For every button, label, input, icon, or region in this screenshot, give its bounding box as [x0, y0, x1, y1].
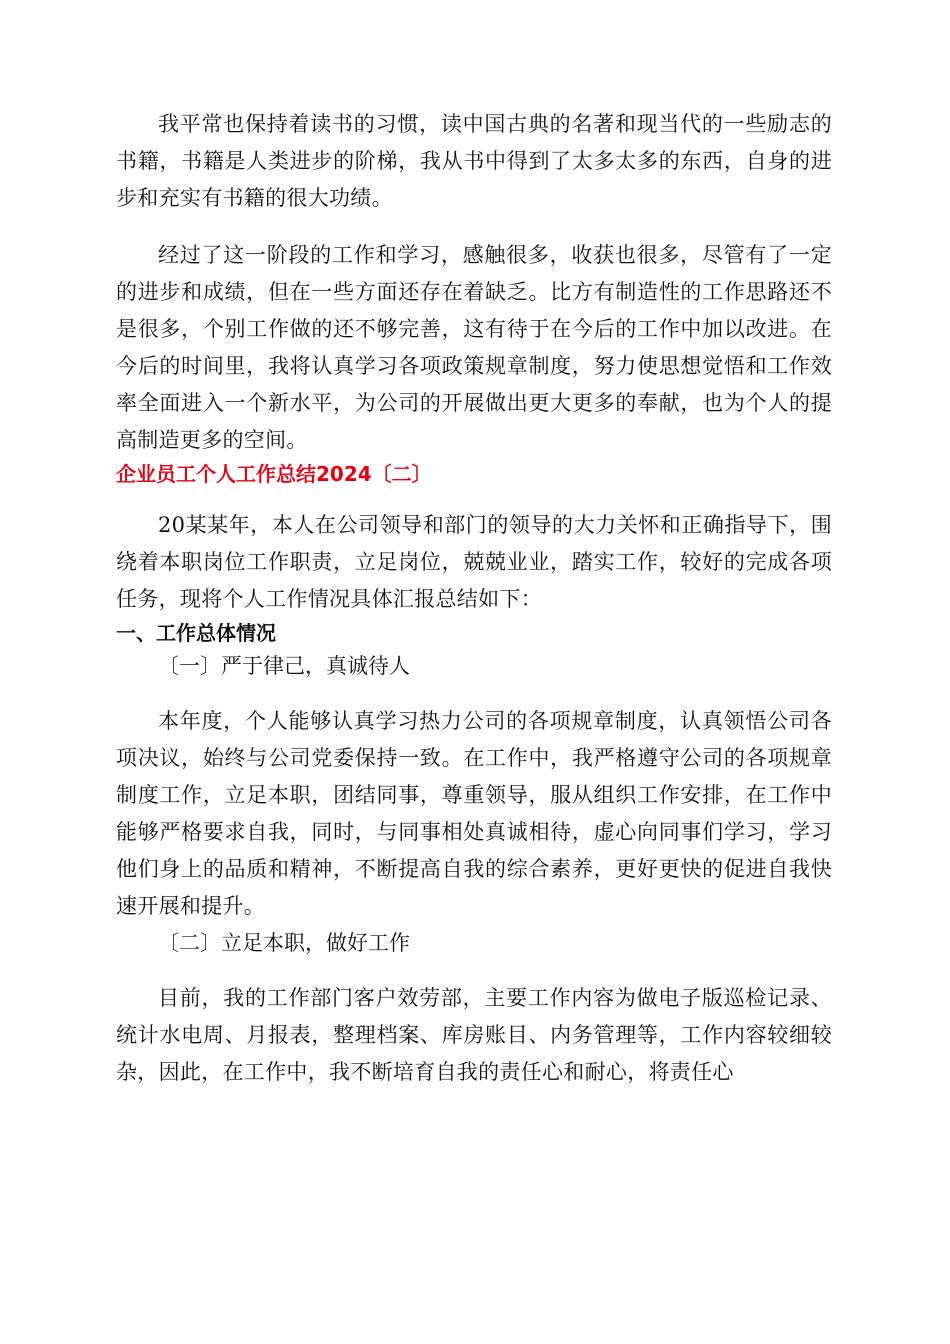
- section-title: 企业员工个人工作总结2024〔二〕: [116, 462, 432, 486]
- subheading-do-job-well: 〔二〕立足本职，做好工作: [158, 931, 410, 955]
- paragraph-reading-habit: 我平常也保持着读书的习惯，读中国古典的名著和现当代的一些励志的书籍，书籍是人类进步的阶梯，我从书中得到了太多太多的东西，自身的进步和充实有书籍的很大功绩。: [116, 112, 832, 210]
- subheading-self-discipline: 〔一〕严于律己，真诚待人: [158, 654, 410, 678]
- paragraph-intro: 20某某年，本人在公司领导和部门的领导的大力关怀和正确指导下，围绕着本职岗位工作职责，立足岗位，兢兢业业，踏实工作，较好的完成各项任务，现将个人工作情况具体汇报总结如下：: [116, 513, 832, 611]
- heading-overall-situation: 一、工作总体情况: [116, 621, 276, 645]
- paragraph-reflection: 经过了这一阶段的工作和学习，感触很多，收获也很多，尽管有了一定的进步和成绩，但在一些方面还存在着缺乏。比方有制造性的工作思路还不是很多，个别工作做的还不够完善，这有待于在今后的工作中加以改进。在今后的时间里，我将认真学习各项政策规章制度，努力使思想觉悟和工作效率全面进入一个新水平，为公司的开展做出更大更多的奉献，也为个人的提高制造更多的空间。: [116, 243, 832, 452]
- document-page: [116, 106, 832, 1091]
- paragraph-current-work: 目前，我的工作部门客户效劳部，主要工作内容为做电子版巡检记录、统计水电周、月报表，整理档案、库房账目、内务管理等，工作内容较细较杂，因此，在工作中，我不断培育自我的责任心和耐心，将责任心: [116, 986, 832, 1084]
- paragraph-annual-conduct: 本年度，个人能够认真学习热力公司的各项规章制度，认真领悟公司各项决议，始终与公司党委保持一致。在工作中，我严格遵守公司的各项规章制度工作，立足本职，团结同事，尊重领导，服从组织工作安排，在工作中能够严格要求自我，同时，与同事相处真诚相待，虚心向同事们学习，学习他们身上的品质和精神，不断提高自我的综合素养，更好更快的促进自我快速开展和提升。: [116, 709, 832, 918]
